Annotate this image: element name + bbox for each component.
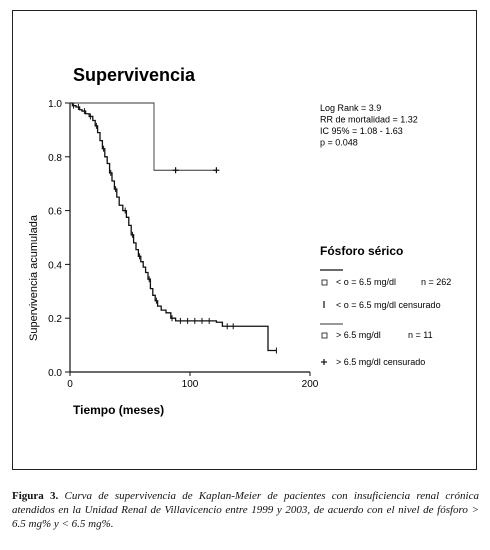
caption-text: Curva de supervivencia de Kaplan-Meier de pacientes con insuficiencia renal crónica atendidos en la Unidad Renal de Villavicencio entre 1999 y 2003, de acuerdo con el nivel de fósforo > 6.5 mg% y < 6.5 mg%. [12, 490, 479, 530]
survival-chart [13, 11, 478, 471]
legend-title: Fósforo sérico [320, 244, 404, 258]
legend-label-censored-low: < o = 6.5 mg/dl censurado [336, 300, 441, 310]
figure-caption [12, 489, 479, 531]
x-tick-label: 200 [301, 379, 319, 390]
legend-label-high: > 6.5 mg/dl [336, 330, 381, 340]
caption-label: Figura 3. [12, 490, 59, 502]
y-tick-label: 0.0 [48, 368, 62, 379]
y-axis-label: Supervivencia acumulada [28, 215, 40, 341]
legend-marker-high [322, 333, 327, 338]
y-tick-label: 0.6 [48, 206, 62, 218]
y-tick-label: 0.8 [48, 152, 62, 164]
chart-title: Supervivencia [73, 65, 196, 85]
legend-n-high: n = 11 [408, 330, 433, 340]
legend-marker-low [322, 280, 327, 285]
stats-annotation: Log Rank = 3.9 [320, 103, 382, 113]
survival-curve-low-phosphorus [70, 103, 276, 350]
x-tick-label: 100 [181, 379, 199, 390]
legend-label-censored-high: > 6.5 mg/dl censurado [336, 357, 426, 367]
survival-curve-high-phosphorus [70, 103, 216, 170]
y-tick-label: 1.0 [48, 99, 62, 110]
y-tick-label: 0.4 [48, 260, 62, 272]
figure-frame [12, 10, 477, 470]
x-axis-label: Tiempo (meses) [73, 403, 165, 417]
legend-n-low: n = 262 [421, 277, 452, 287]
x-tick-label: 0 [67, 379, 73, 390]
stats-annotation: IC 95% = 1.08 - 1.63 [320, 126, 403, 136]
stats-annotation: RR de mortalidad = 1.32 [320, 114, 418, 125]
y-tick-label: 0.2 [48, 314, 62, 326]
legend-label-low: < o = 6.5 mg/dl [336, 277, 397, 287]
stats-annotation: p = 0.048 [320, 137, 358, 148]
